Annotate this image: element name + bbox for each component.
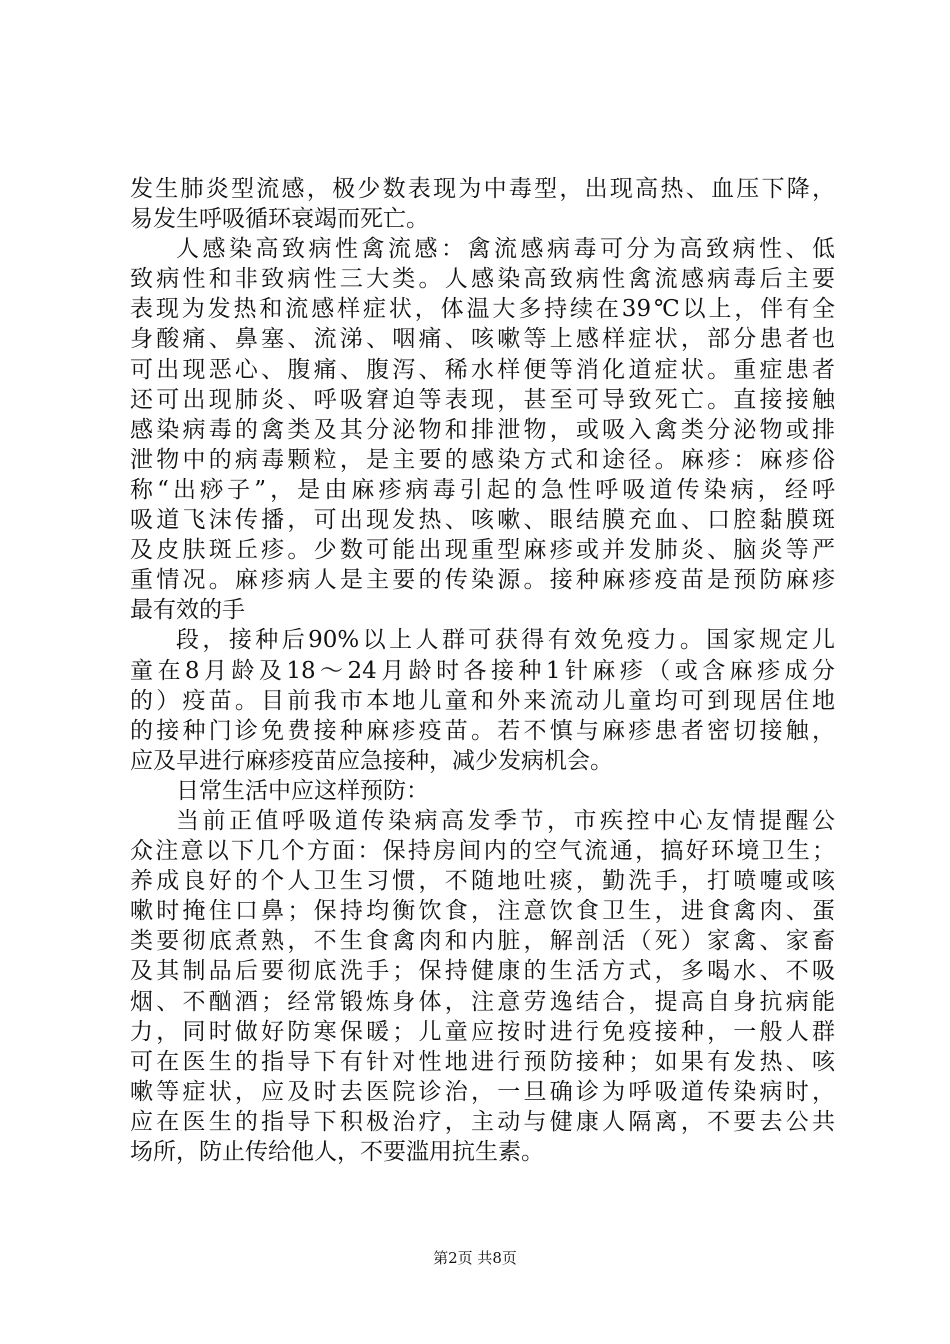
section-heading-line: 日常生活中应这样预防： bbox=[176, 777, 429, 804]
text-line: 童在8月龄及18～24月龄时各接种1针麻疹（或含麻疹成分 bbox=[130, 657, 835, 684]
body-text bbox=[130, 174, 835, 1167]
text-line: 类要彻底煮熟，不生食禽肉和内脏，解剖活（死）家禽、家畜 bbox=[130, 928, 835, 955]
text-line: 易发生呼吸循环衰竭而死亡。 bbox=[130, 206, 429, 233]
text-line: 称“出痧子”，是由麻疹病毒引起的急性呼吸道传染病，经呼 bbox=[130, 476, 835, 503]
text-line: 的）疫苗。目前我市本地儿童和外来流动儿童均可到现居住地 bbox=[130, 687, 835, 714]
page-number-footer: 第2页 共8页 bbox=[433, 1249, 517, 1267]
text-line: 身酸痛、鼻塞、流涕、咽痛、咳嗽等上感样症状，部分患者也 bbox=[130, 326, 835, 353]
text-line: 泄物中的病毒颗粒，是主要的感染方式和途径。麻疹：麻疹俗 bbox=[130, 446, 835, 473]
text-line: 吸道飞沫传播，可出现发热、咳嗽、眼结膜充血、口腔黏膜斑 bbox=[130, 507, 835, 534]
text-line: 养成良好的个人卫生习惯，不随地吐痰，勤洗手，打喷嚏或咳 bbox=[130, 868, 835, 895]
text-line: 感染病毒的禽类及其分泌物和排泄物，或吸入禽类分泌物或排 bbox=[130, 416, 835, 443]
text-line: 应在医生的指导下积极治疗，主动与健康人隔离，不要去公共 bbox=[130, 1108, 835, 1135]
paragraph-start-line: 人感染高致病性禽流感：禽流感病毒可分为高致病性、低 bbox=[176, 236, 835, 263]
text-line: 力，同时做好防寒保暖；儿童应按时进行免疫接种，一般人群 bbox=[130, 1018, 835, 1045]
text-line: 还可出现肺炎、呼吸窘迫等表现，甚至可导致死亡。直接接触 bbox=[130, 386, 835, 413]
text-line: 及其制品后要彻底洗手；保持健康的生活方式，多喝水、不吸 bbox=[130, 958, 835, 985]
text-line: 表现为发热和流感样症状，体温大多持续在39℃以上，伴有全 bbox=[130, 296, 835, 323]
text-line: 嗽等症状，应及时去医院诊治，一旦确诊为呼吸道传染病时， bbox=[130, 1078, 835, 1105]
paragraph-start-line: 段，接种后90%以上人群可获得有效免疫力。国家规定儿 bbox=[176, 627, 835, 654]
text-line: 可在医生的指导下有针对性地进行预防接种；如果有发热、咳 bbox=[130, 1048, 835, 1075]
text-line: 可出现恶心、腹痛、腹泻、稀水样便等消化道症状。重症患者 bbox=[130, 356, 835, 383]
text-line: 嗽时掩住口鼻；保持均衡饮食，注意饮食卫生，进食禽肉、蛋 bbox=[130, 898, 835, 925]
text-line: 的接种门诊免费接种麻疹疫苗。若不慎与麻疹患者密切接触， bbox=[130, 717, 835, 744]
text-line: 及皮肤斑丘疹。少数可能出现重型麻疹或并发肺炎、脑炎等严 bbox=[130, 537, 835, 564]
text-line: 致病性和非致病性三大类。人感染高致病性禽流感病毒后主要 bbox=[130, 266, 835, 293]
text-line: 场所，防止传给他人，不要滥用抗生素。 bbox=[130, 1139, 544, 1165]
text-line: 最有效的手 bbox=[130, 597, 245, 624]
text-line: 重情况。麻疹病人是主要的传染源。接种麻疹疫苗是预防麻疹 bbox=[130, 567, 835, 594]
text-line: 众注意以下几个方面：保持房间内的空气流通，搞好环境卫生； bbox=[130, 838, 835, 865]
text-line: 应及早进行麻疹疫苗应急接种，减少发病机会。 bbox=[130, 747, 613, 774]
text-line: 发生肺炎型流感，极少数表现为中毒型，出现高热、血压下降， bbox=[130, 176, 835, 202]
paragraph-start-line: 当前正值呼吸道传染病高发季节，市疾控中心友情提醒公 bbox=[176, 807, 835, 834]
text-line: 烟、不酗酒；经常锻炼身体，注意劳逸结合，提高自身抗病能 bbox=[130, 988, 835, 1015]
